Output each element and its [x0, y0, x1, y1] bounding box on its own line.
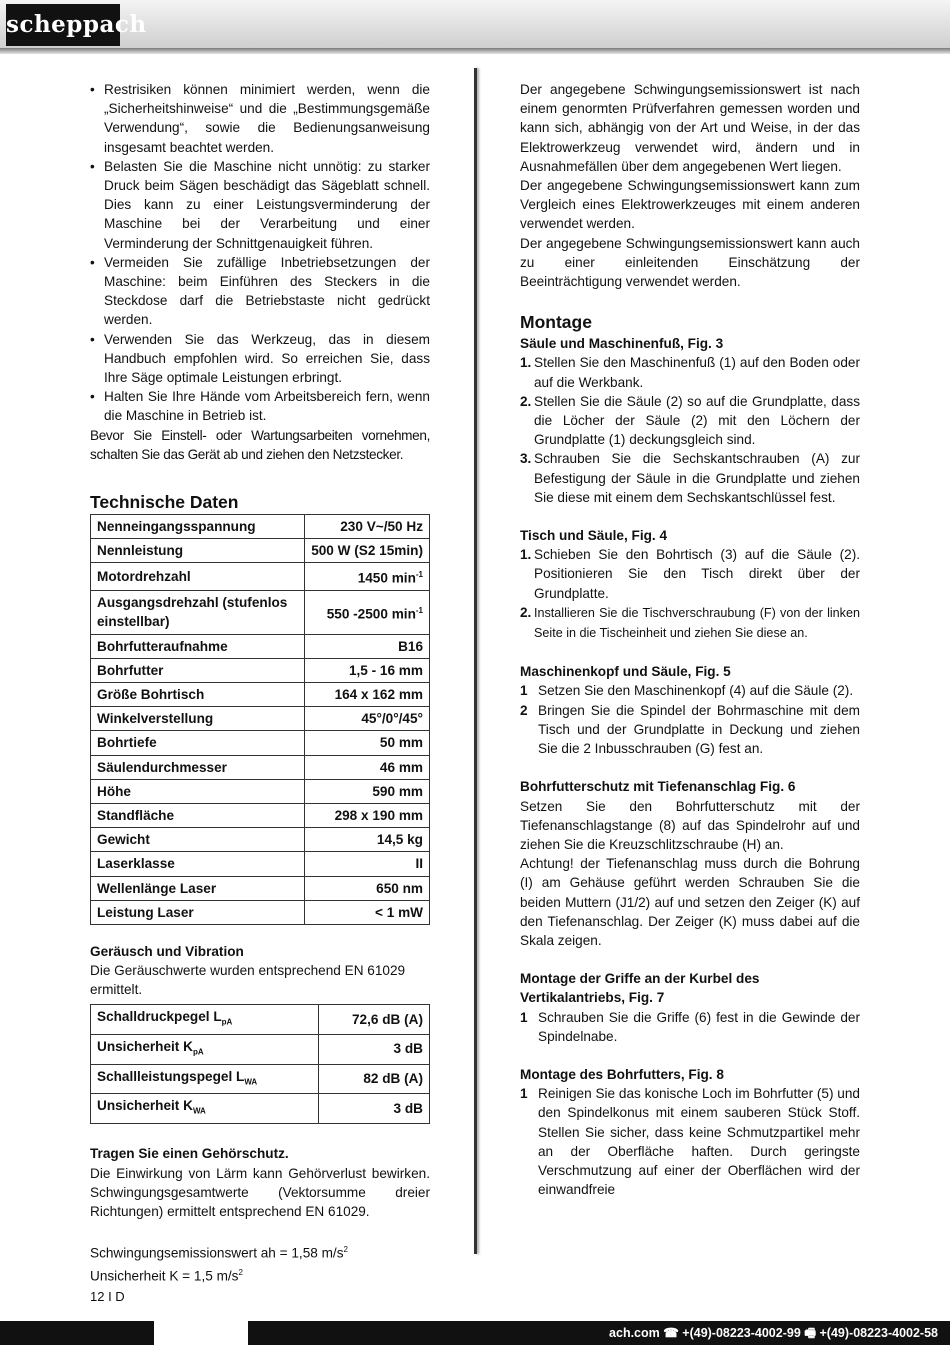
table-row — [91, 852, 430, 876]
section-heading: Bohrfutterschutz mit Tiefenanschlag Fig. 6 — [520, 779, 796, 795]
spec-value — [305, 539, 430, 563]
unit-exponent: -1 — [415, 606, 423, 616]
step-text: Schrauben Sie die Griffe (6) fest in die Gewinde der Spindelnabe. — [538, 1009, 860, 1044]
table-row — [91, 515, 430, 539]
table-row — [91, 779, 430, 803]
noise-table — [90, 1004, 430, 1125]
spec-value-text: II — [415, 856, 423, 872]
noise-label — [91, 1064, 319, 1094]
noise-label — [91, 1034, 319, 1064]
table-row — [91, 563, 430, 591]
noise-value — [319, 1064, 430, 1094]
spec-value — [305, 683, 430, 707]
spec-label-text: Motordrehzahl — [97, 569, 191, 585]
spec-label-text: Bohrtiefe — [97, 735, 157, 751]
paragraph: Der angegebene Schwingungsemissionswert kann auch zu einer einleitenden Einschätzung der Beeinträchtigung verwendet werden. — [520, 235, 860, 290]
section-heading: Montage des Bohrfutters, Fig. 8 — [520, 1066, 724, 1082]
step-number: 2. — [520, 393, 532, 409]
power-off-warning: Bevor Sie Einstell- oder Wartungsarbeiten vornehmen, schalten Sie das Gerät ab und ziehen den Netzstecker. — [90, 427, 430, 462]
noise-label-text: Unsicherheit K — [97, 1098, 193, 1114]
table-row — [91, 1094, 430, 1124]
column-divider — [474, 68, 477, 1254]
table-row — [91, 683, 430, 707]
spec-value — [305, 755, 430, 779]
step-text: Stellen Sie die Säule (2) so auf die Grundplatte, dass die Löcher der Säule (2) mit den Löchern der Grundplatte (1) deckungsgleich sind. — [534, 393, 860, 448]
list-item — [520, 603, 860, 643]
spec-label — [91, 804, 305, 828]
table-row — [91, 1034, 430, 1064]
list-item — [520, 545, 860, 603]
spec-value-text: 1450 min — [357, 571, 416, 586]
table-row — [91, 707, 430, 731]
step-list — [520, 353, 860, 507]
step-text: Setzen Sie den Maschinenkopf (4) auf die Säule (2). — [538, 683, 854, 699]
spec-label — [91, 591, 305, 634]
section-heading: Säule und Maschinenfuß, Fig. 3 — [520, 336, 724, 352]
table-row — [91, 634, 430, 658]
step-number: 2 — [520, 702, 528, 718]
spec-value — [305, 779, 430, 803]
spec-value — [305, 876, 430, 900]
noise-label — [91, 1004, 319, 1034]
list-item: • Restrisiken können minimiert werden, wenn die „Sicherheitshinweise“ und die „Bestimmungsgemäße Verwendung“, sowie die Bedienungsanweisung insgesamt beachtet werden. — [90, 80, 430, 157]
spec-value — [305, 900, 430, 924]
spec-label — [91, 900, 305, 924]
step-text: Reinigen Sie das konische Loch im Bohrfutter (5) und den Spindelkonus mit einem sauberen Stück Stoff. Stellen Sie sicher, dass keine Schmutzpartikel mehr an der Oberfläche haften. Durch geringste Verschmutzung auf einer der Oberflächen wird der einwandfreie — [538, 1086, 860, 1198]
spec-label — [91, 634, 305, 658]
spec-label-text: Bohrfutter — [97, 662, 164, 678]
spec-label-text: Größe Bohrtisch — [97, 687, 205, 703]
noise-label — [91, 1094, 319, 1124]
noise-heading: Geräusch und Vibration — [90, 944, 244, 960]
tech-data-heading: Technische Daten — [90, 492, 239, 513]
step-number: 1 — [520, 1009, 528, 1025]
noise-value — [319, 1034, 430, 1064]
step-list — [520, 1008, 860, 1046]
safety-bullet-list — [90, 80, 430, 426]
paragraph: Der angegebene Schwingungsemissionswert kann zum Vergleich eines Elektrowerkzeuges mit einem anderen verwendet werden. — [520, 178, 860, 232]
step-text: Bringen Sie die Spindel der Bohrmaschine mit dem Tisch und der Grundplatte in Deckung und ziehen Sie die 2 Inbusschrauben (G) fest an. — [538, 702, 860, 757]
table-row — [91, 658, 430, 682]
table-row — [91, 1004, 430, 1034]
spec-label — [91, 539, 305, 563]
noise-label-text: Unsicherheit K — [97, 1038, 193, 1054]
ear-protection-text: Die Einwirkung von Lärm kann Gehörverlust bewirken. Schwingungsgesamtwerte (Vektorsumme dreier Richtungen) ermittelt entsprechend EN 61029. — [90, 1165, 430, 1219]
page-header — [0, 0, 950, 48]
spec-label-text: Winkelverstellung — [97, 711, 214, 727]
spec-label — [91, 828, 305, 852]
noise-value-text: 3 dB — [393, 1101, 423, 1117]
spec-value — [305, 634, 430, 658]
spec-value — [305, 852, 430, 876]
spec-value-text: 500 W (S2 15min) — [311, 543, 423, 559]
spec-value — [305, 828, 430, 852]
spec-value-text: 45°/0°/45° — [361, 711, 423, 727]
noise-value — [319, 1094, 430, 1124]
spec-value-text: 650 nm — [376, 880, 423, 896]
noise-label-text: Schalldruckpegel L — [97, 1008, 222, 1024]
list-item — [520, 392, 860, 450]
spec-value-text: 550 -2500 min — [326, 606, 416, 622]
step-list — [520, 1084, 860, 1199]
list-item: • Halten Sie Ihre Hände vom Arbeitsbereich fern, wenn die Maschine in Betrieb ist. — [90, 387, 430, 425]
table-row — [91, 539, 430, 563]
label-subscript: pA — [192, 1047, 204, 1057]
spec-label — [91, 731, 305, 755]
table-row — [91, 828, 430, 852]
spec-label-text: Wellenlänge Laser — [97, 880, 217, 896]
label-subscript: WA — [192, 1107, 206, 1117]
step-number: 1. — [520, 355, 532, 371]
spec-label — [91, 852, 305, 876]
list-item: • Verwenden Sie das Werkzeug, das in diesem Handbuch empfohlen wird. So erreichen Sie, dass Ihre Säge optimale Leistungen erbringt. — [90, 330, 430, 388]
spec-label — [91, 563, 305, 591]
noise-label-text: Schallleistungspegel L — [97, 1068, 245, 1084]
list-item — [520, 1084, 860, 1199]
step-text: Schrauben Sie die Sechskantschrauben (A) zur Befestigung der Säule in die Grundplatte und ziehen Sie diese mit einem dem Sechskantschlüssel fest. — [534, 451, 860, 505]
spec-label-text: Nenneingangsspannung — [97, 519, 256, 535]
noise-value-text: 3 dB — [393, 1041, 423, 1057]
section-heading: Maschinenkopf und Säule, Fig. 5 — [520, 664, 731, 680]
noise-intro: Die Geräuschwerte wurden entsprechend EN 61029 ermittelt. — [90, 963, 406, 998]
step-text: Stellen Sie den Maschinenfuß (1) auf den Boden oder auf die Werkbank. — [534, 355, 860, 390]
spec-value-text: B16 — [398, 638, 423, 654]
list-item — [520, 449, 860, 507]
step-number: 3. — [520, 451, 532, 467]
spec-label-text: Ausgangsdrehzahl (stufenlos einstellbar) — [97, 595, 288, 630]
spec-label-text: Gewicht — [97, 832, 150, 848]
spec-value-text: 1,5 - 16 mm — [348, 662, 423, 678]
spec-value — [305, 658, 430, 682]
step-number: 1 — [520, 1086, 528, 1102]
spec-label — [91, 658, 305, 682]
spec-value-text: 14,5 kg — [376, 832, 423, 848]
page-number: 12 I D — [90, 1289, 125, 1304]
spec-label-text: Standfläche — [97, 808, 175, 824]
spec-value-text: 230 V~/50 Hz — [340, 519, 423, 535]
spec-label-text: Nennleistung — [97, 543, 184, 559]
list-item — [520, 681, 860, 700]
list-item — [520, 701, 860, 759]
step-number: 2. — [520, 604, 532, 620]
label-subscript: WA — [244, 1077, 258, 1087]
spec-label — [91, 515, 305, 539]
table-row — [91, 1064, 430, 1094]
paragraph: Setzen Sie den Bohrfutterschutz mit der Tiefenanschlagstange (8) auf das Spindelrohr auf und ziehen Sie die Kreuzschlitzschraube (H) an. — [520, 798, 860, 852]
step-number: 1 — [520, 683, 528, 699]
table-row — [91, 876, 430, 900]
list-item: • Vermeiden Sie zufällige Inbetriebsetzungen der Maschine: beim Einführen des Steckers in die Steckdose darf die Betriebstaste nicht gedrückt werden. — [90, 253, 430, 330]
footer-contact: ach.com ☎ +(49)-08223-4002-99 🖷 +(49)-08223-4002-58 — [609, 1326, 938, 1340]
step-text: Installieren Sie die Tischverschraubung (F) von der linken Seite in die Tischeinheit und ziehen Sie diese an. — [534, 605, 860, 641]
spec-value-text: 590 mm — [372, 783, 423, 799]
vibration-value: Schwingungsemissionswert ah = 1,58 $m/s^2$ — [90, 1245, 348, 1261]
step-text: Schieben Sie den Bohrtisch (3) auf die Säule (2). Positionieren Sie den Tisch direkt über der Grundplatte. — [534, 547, 860, 601]
spec-value-text: 46 mm — [379, 759, 423, 775]
tech-data-table — [90, 514, 430, 925]
spec-value — [305, 563, 430, 591]
spec-value — [305, 707, 430, 731]
spec-value — [305, 731, 430, 755]
noise-value-text: 72,6 dB (A) — [351, 1011, 423, 1027]
spec-value — [305, 591, 430, 634]
list-item: • Belasten Sie die Maschine nicht unnötig: zu starker Druck beim Sägen beschädigt das Sägeblatt schnell. Dies kann zu einer Leistungsverminderung der Maschine bei der Verarbeitung und einer Verminderung der Schnittgenauigkeit führen. — [90, 157, 430, 253]
spec-label — [91, 876, 305, 900]
spec-label — [91, 707, 305, 731]
spec-value-text: < 1 mW — [375, 904, 423, 920]
vibration-uncertainty: Unsicherheit K = 1,5 $m/s^2$ — [90, 1267, 243, 1284]
spec-label-text: Höhe — [97, 783, 131, 799]
spec-value-text: 164 x 162 mm — [334, 687, 423, 703]
montage-heading: Montage — [520, 312, 592, 333]
step-list — [520, 681, 860, 758]
table-row — [91, 755, 430, 779]
right-column — [520, 80, 860, 1199]
spec-label — [91, 779, 305, 803]
ear-protection-heading: Tragen Sie einen Gehörschutz. — [90, 1146, 289, 1162]
noise-value — [319, 1004, 430, 1034]
spec-value — [305, 515, 430, 539]
spec-label-text: Leistung Laser — [97, 904, 194, 920]
spec-value-text: 50 mm — [379, 735, 423, 751]
table-row — [91, 900, 430, 924]
spec-label — [91, 683, 305, 707]
spec-label — [91, 755, 305, 779]
spec-value — [305, 804, 430, 828]
spec-label-text: Säulendurchmesser — [97, 759, 227, 775]
section-heading: Montage der Griffe an der Kurbel des Vertikalantriebs, Fig. 7 — [520, 971, 760, 1006]
table-row — [91, 591, 430, 634]
step-number: 1. — [520, 547, 532, 563]
label-subscript: pA — [221, 1017, 233, 1027]
spec-label-text: Laserklasse — [97, 856, 175, 872]
table-row — [91, 804, 430, 828]
noise-value-text: 82 dB (A) — [363, 1071, 423, 1087]
step-list — [520, 545, 860, 643]
left-column — [90, 80, 430, 1286]
scheppach-logo: scheppach — [6, 4, 120, 46]
table-row — [91, 731, 430, 755]
list-item — [520, 1008, 860, 1046]
footer-gap — [154, 1321, 248, 1345]
spec-label-text: Bohrfutteraufnahme — [97, 638, 228, 654]
paragraph: Der angegebene Schwingungsemissionswert ist nach einem genormten Prüfverfahren gemessen worden und kann sich, abhängig von der Art und Weise, in der das Elektrowerkzeug verwendet wird, ändern und in Ausnahmefällen über dem angegebenen Wert liegen. — [520, 82, 860, 174]
paragraph: Achtung! der Tiefenanschlag muss durch die Bohrung (I) am Gehäuse geführt werden Schrauben Sie die beiden Muttern (J1/2) auf und setzen den Zeiger (K) auf den Tiefenanschlag. Der Zeiger (K) muss dabei auf die Skala zeigen. — [520, 856, 860, 948]
spec-value-text: 298 x 190 mm — [334, 808, 423, 824]
list-item — [520, 353, 860, 391]
unit-exponent: -1 — [415, 570, 423, 580]
header-shadow — [0, 48, 950, 54]
section-heading: Tisch und Säule, Fig. 4 — [520, 528, 668, 544]
